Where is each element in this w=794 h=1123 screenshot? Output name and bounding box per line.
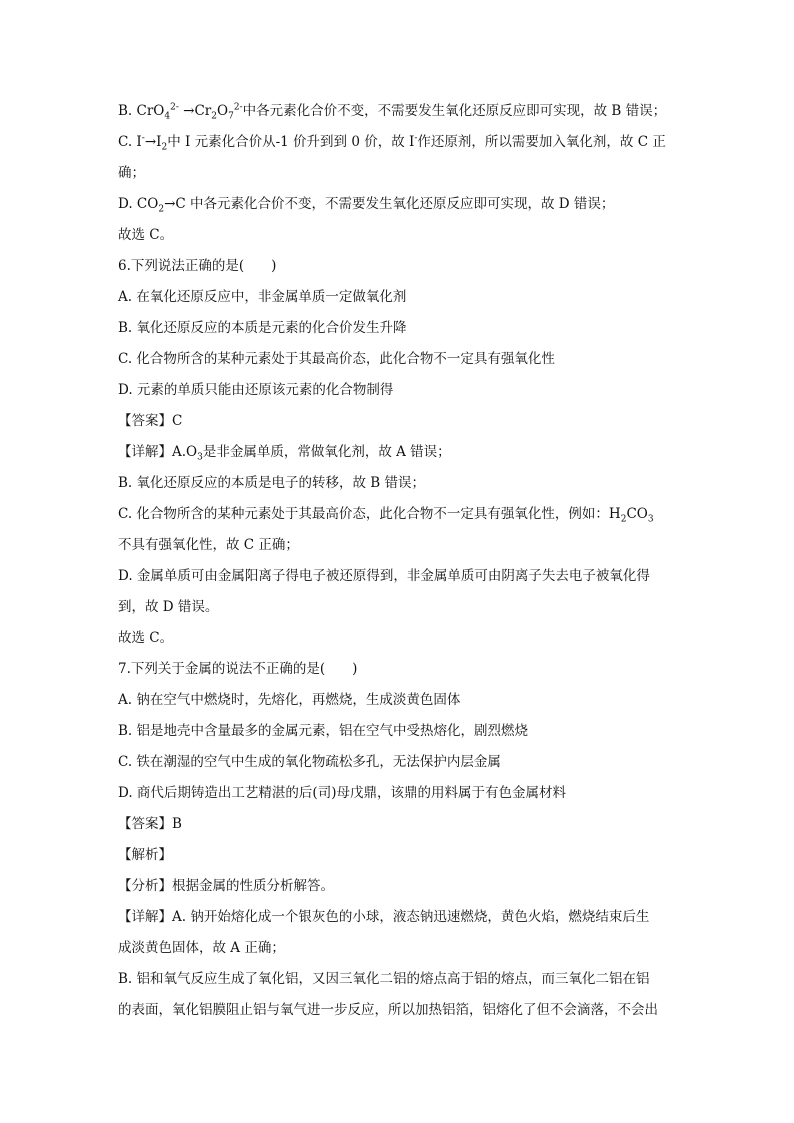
text-line xyxy=(118,127,678,158)
text-line xyxy=(118,499,678,530)
text-run: 是非金属单质，常做氧化剂，故 A 错误； xyxy=(202,444,451,460)
option-a: A. 在氧化还原反应中，非金属单质一定做氧化剂 xyxy=(118,289,407,305)
text-line xyxy=(118,96,678,127)
option-a: A. 钠在空气中燃烧时，先熔化，再燃烧，生成淡黄色固体 xyxy=(118,692,461,708)
text-run: 作还原剂，所以需要加入氧化剂，故 C 正 xyxy=(417,134,666,150)
text-line: D. 金属单质可由金属阳离子得电子被还原得到，非金属单质可由阴离子失去电子被氧化得 xyxy=(118,568,650,584)
option-d: D. 商代后期铸造出工艺精湛的后(司)母戊鼎，该鼎的用料属于有色金属材料 xyxy=(118,785,566,801)
text-run: →Cr xyxy=(178,103,212,119)
text-line: B. 铝和氧气反应生成了氧化铝，又因三氧化二铝的熔点高于铝的熔点，而三氧化二铝在铝 xyxy=(118,971,650,987)
analysis-heading: 【解析】 xyxy=(118,847,172,863)
text-line: 不具有强氧化性，故 C 正确； xyxy=(118,537,299,553)
text-line xyxy=(118,189,678,220)
subscript: 3 xyxy=(197,452,203,463)
text-line xyxy=(118,437,678,468)
option-b: B. 氧化还原反应的本质是元素的化合价发生升降 xyxy=(118,320,407,336)
superscript: 2- xyxy=(170,102,179,113)
subscript: 2 xyxy=(211,111,217,122)
superscript: 2- xyxy=(233,102,243,113)
text-line: 故选 C。 xyxy=(118,227,174,243)
document-page xyxy=(118,96,678,1026)
text-run: 中 I 元素化合价从-1 价升到到 0 价，故 I xyxy=(167,134,415,150)
text-line: 到，故 D 错误。 xyxy=(118,599,219,615)
question-title: 6.下列说法正确的是( ) xyxy=(118,258,277,274)
text-run: C. 化合物所含的某种元素处于其最高价态，此化合物不一定具有强氧化性，例如：H xyxy=(118,506,621,522)
text-run: B. CrO xyxy=(118,103,165,119)
text-run: →I xyxy=(144,134,162,150)
text-run: O xyxy=(217,103,229,119)
text-line: 故选 C。 xyxy=(118,630,174,646)
subscript: 2 xyxy=(620,514,627,525)
option-c: C. 化合物所含的某种元素处于其最高价态，此化合物不一定具有强氧化性 xyxy=(118,351,555,367)
text-line: 的表面，氧化铝膜阻止铝与氧气进一步反应，所以加热铝箔，铝熔化了但不会滴落，不会出 xyxy=(118,1002,658,1018)
text-line: B. 氧化还原反应的本质是电子的转移，故 B 错误； xyxy=(118,475,426,491)
option-b: B. 铝是地壳中含量最多的金属元素，铝在空气中受热熔化，剧烈燃烧 xyxy=(118,723,529,739)
subscript: 7 xyxy=(228,111,234,122)
text-run: CO xyxy=(626,506,648,522)
option-c: C. 铁在潮湿的空气中生成的氧化物疏松多孔，无法保护内层金属 xyxy=(118,754,501,770)
text-line: 确； xyxy=(118,165,145,181)
superscript: - xyxy=(141,133,145,144)
text-run: 【详解】A.O xyxy=(118,444,198,460)
text-run: 中各元素化合价不变，不需要发生氧化还原反应即可实现，故 B 错误； xyxy=(242,103,667,119)
option-d: D. 元素的单质只能由还原该元素的化合物制得 xyxy=(118,382,394,398)
answer: 【答案】C xyxy=(118,413,183,429)
text-line: 【分析】根据金属的性质分析解答。 xyxy=(118,878,334,894)
subscript: 4 xyxy=(164,111,171,122)
text-run: →C 中各元素化合价不变，不需要发生氧化还原反应即可实现，故 D 错误； xyxy=(164,196,615,212)
question-title: 7.下列关于金属的说法不正确的是( ) xyxy=(118,661,358,677)
text-run: C. I xyxy=(118,134,142,150)
subscript: 3 xyxy=(647,514,654,525)
text-line: 成淡黄色固体，故 A 正确； xyxy=(118,940,285,956)
subscript: 2 xyxy=(158,204,165,215)
text-line: 【详解】A. 钠开始熔化成一个银灰色的小球，液态钠迅速燃烧，黄色火焰，燃烧结束后生 xyxy=(118,909,650,925)
text-run: D. CO xyxy=(118,196,159,212)
answer: 【答案】B xyxy=(118,816,182,832)
superscript: - xyxy=(414,133,418,144)
subscript: 2 xyxy=(161,142,168,153)
